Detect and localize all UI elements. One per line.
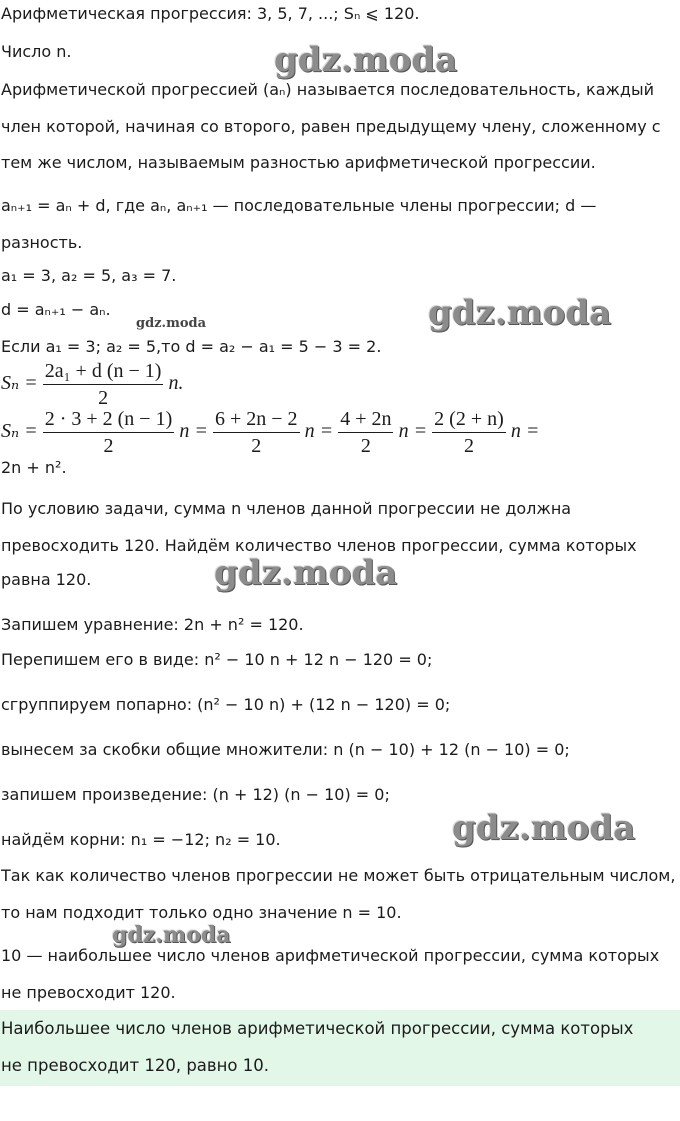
- sum-formula-lhs: Sₙ =: [1, 372, 38, 394]
- equation-line: Запишем уравнение: 2n + n² = 120.: [1, 615, 304, 634]
- definition-line-2: член которой, начиная со второго, равен предыдущему члену, сложенному с: [1, 117, 661, 136]
- given-terms: a₁ = 3, a₂ = 5, a₃ = 7.: [1, 266, 177, 285]
- watermark-logo: gdz.moda: [428, 293, 612, 333]
- rewrite-line: Перепишем его в виде: n² − 10 n + 12 n − 120 = 0;: [1, 650, 433, 669]
- watermark-logo: gdz.moda: [452, 808, 636, 848]
- watermark-logo: gdz.moda: [214, 553, 398, 593]
- watermark-logo: gdz.moda: [274, 40, 458, 80]
- fraction-4: [432, 408, 506, 457]
- final-statement-line-1: 10 — наибольшее число членов арифметической прогрессии, сумма которых: [1, 946, 660, 965]
- equals-3: n =: [398, 420, 428, 442]
- difference-calculation: Если a₁ = 3; a₂ = 5,то d = a₂ − a₁ = 5 − 3 = 2.: [1, 337, 382, 356]
- equals-2: n =: [304, 420, 334, 442]
- product-line: запишем произведение: (n + 12) (n − 10) = 0;: [1, 785, 390, 804]
- fraction-2-denominator: 2: [251, 435, 262, 457]
- difference-formula: d = aₙ₊₁ − aₙ.: [1, 300, 111, 319]
- grouping-line: сгруппируем попарно: (n² − 10 n) + (12 n − 120) = 0;: [1, 695, 451, 714]
- sum-substitution: [1, 408, 539, 457]
- sum-result: 2n + n².: [1, 458, 67, 477]
- fraction-3: [338, 408, 393, 457]
- answer-line-1: Наибольшее число членов арифметической прогрессии, сумма которых: [1, 1019, 634, 1038]
- sum-formula-tail: n.: [168, 372, 184, 394]
- fraction-2-numerator: 6 + 2n − 2: [213, 408, 300, 433]
- watermark-logo-small: gdz.moda: [136, 316, 207, 331]
- equals-1: n =: [179, 420, 208, 442]
- roots-line: найдём корни: n₁ = −12; n₂ = 10.: [1, 830, 281, 849]
- conclusion-line-2: то нам подходит только одно значение n = 10.: [1, 903, 402, 922]
- watermark-logo: gdz.moda: [112, 922, 231, 948]
- sum-formula-fraction: [43, 360, 164, 409]
- sum-formula: [1, 360, 184, 409]
- fraction-1-numerator: 2 · 3 + 2 (n − 1): [43, 408, 175, 433]
- problem-statement: Арифметическая прогрессия: 3, 5, 7, ...; Sₙ ⩽ 120.: [1, 4, 420, 23]
- fraction-3-numerator: 4 + 2n: [338, 408, 393, 433]
- definition-line-1: Арифметической прогрессией (aₙ) называется последовательность, каждый: [1, 80, 655, 99]
- fraction-4-numerator: 2 (2 + n): [432, 408, 506, 433]
- fraction-4-denominator: 2: [463, 435, 474, 457]
- answer-line-2: не превосходит 120, равно 10.: [1, 1056, 269, 1075]
- sum-substitution-lhs: Sₙ =: [1, 420, 38, 442]
- condition-line-1: По условию задачи, сумма n членов данной прогрессии не должна: [1, 499, 572, 518]
- condition-line-3: равна 120.: [1, 570, 92, 589]
- fraction-2: [213, 408, 300, 457]
- condition-line-2: превосходить 120. Найдём количество членов прогрессии, сумма которых: [1, 536, 637, 555]
- answer-box: [0, 1010, 680, 1086]
- equals-4: n =: [510, 420, 540, 442]
- definition-line-3: тем же числом, называемым разностью арифметической прогрессии.: [1, 153, 596, 172]
- recurrence-formula-line: aₙ₊₁ = aₙ + d, где aₙ, aₙ₊₁ — последовательные члены прогрессии; d —: [1, 196, 597, 215]
- question-line: Число n.: [1, 42, 72, 61]
- fraction-1: [43, 408, 175, 457]
- conclusion-line-1: Так как количество членов прогрессии не может быть отрицательным числом,: [1, 866, 676, 885]
- final-statement-line-2: не превосходит 120.: [1, 983, 176, 1002]
- fraction-1-denominator: 2: [103, 435, 114, 457]
- fraction-3-denominator: 2: [360, 435, 371, 457]
- sum-formula-denominator: 2: [98, 387, 109, 409]
- factoring-line: вынесем за скобки общие множители: n (n − 10) + 12 (n − 10) = 0;: [1, 740, 570, 759]
- sum-formula-numerator: 2a₁ + d (n − 1): [43, 360, 164, 385]
- recurrence-formula-tail: разность.: [1, 233, 83, 252]
